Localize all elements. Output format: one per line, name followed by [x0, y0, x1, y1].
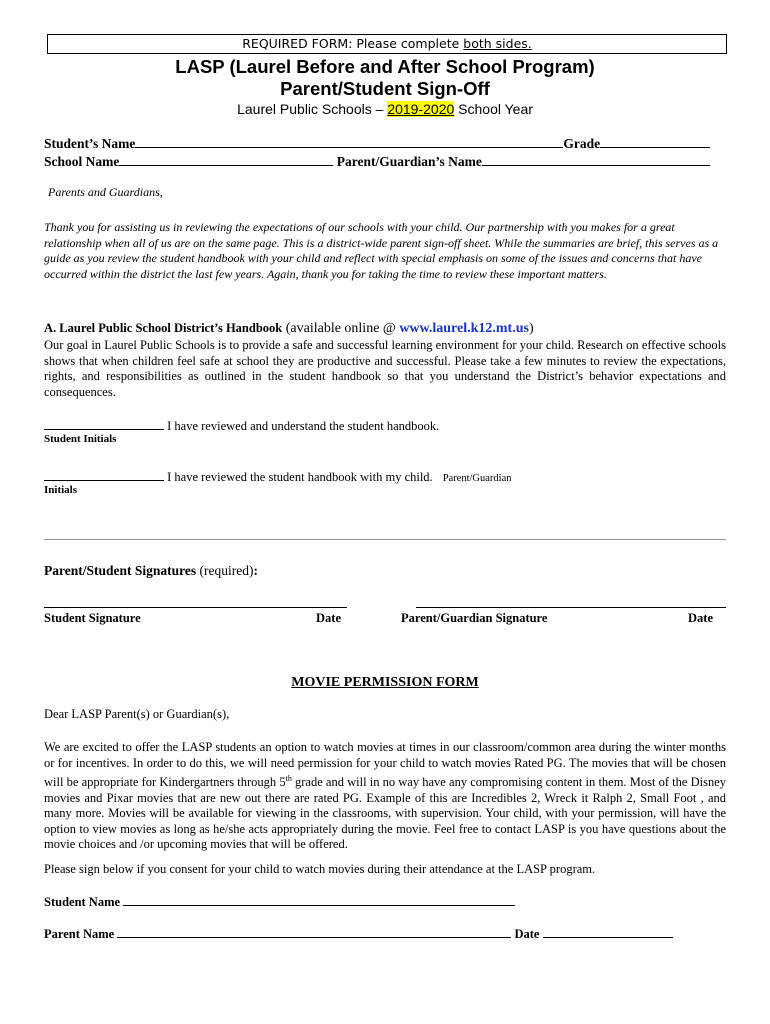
movie-body-sup: th — [285, 774, 292, 783]
movie-salutation: Dear LASP Parent(s) or Guardian(s), — [44, 707, 230, 721]
student-name-row — [44, 135, 710, 152]
movie-form-title: MOVIE PERMISSION FORM — [291, 675, 479, 690]
student-initials-label: Student Initials — [44, 433, 117, 445]
student-signature-label: Student Signature — [44, 611, 141, 625]
movie-parent-name-label: Parent Name — [44, 927, 115, 941]
guardian-name-label: Parent/Guardian’s Name — [336, 154, 482, 169]
form-subtitle: Parent/Student Sign-Off — [280, 78, 490, 99]
ack1-text: I have reviewed and understand the student handbook. — [164, 419, 440, 433]
movie-parent-name-field[interactable] — [117, 926, 511, 938]
handbook-link[interactable]: www.laurel.k12.mt.us — [399, 321, 529, 336]
movie-date-label: Date — [514, 927, 540, 941]
guardian-initials-label: Initials — [44, 484, 78, 496]
school-name-field[interactable] — [119, 153, 333, 166]
guardian-name-field[interactable] — [482, 153, 710, 166]
school-year-highlight: 2019-2020 — [387, 101, 455, 117]
signatures-colon: : — [253, 563, 258, 578]
student-signature-line[interactable] — [44, 607, 347, 608]
movie-body — [44, 740, 726, 853]
movie-date-field[interactable] — [543, 926, 673, 938]
school-year-line — [0, 100, 770, 118]
banner-emphasis: both sides. — [463, 36, 532, 51]
movie-body-part2: grade and will in no way have any compromising content in them. Most of the Disney movies and Pixar movies that are new out there are rated PG. Example of this are Incredibles 2, Wreck it Ralph 2, Small Foot , and many more. Movies will be available for viewing in the classrooms, with supervision. Your child, with your permission, will have the option to view movies as long as he/she acts appropriately during the movie. Feel free to contact LASP is you have questions about the movie choices and /or upcoming movies that will be offered. — [44, 775, 727, 852]
ack2-role: Parent/Guardian — [442, 473, 512, 484]
movie-body-part1: We are excited to offer the LASP students an option to watch movies at times in our classroom/common area during the winter months or for incentives. In order to do this, we will need permission for your child to watch movies Rated PG. The movies that will be chosen will be appropriate for Kindergartners through 5 — [44, 740, 726, 790]
banner-prefix: REQUIRED FORM: Please complete — [242, 36, 464, 51]
section-a-heading: A. Laurel Public School District’s Handbook — [44, 321, 283, 335]
guardian-date-label: Date — [688, 611, 713, 625]
school-line-prefix: Laurel Public Schools – — [237, 101, 388, 117]
school-name-label: School Name — [44, 154, 120, 169]
movie-consent: Please sign below if you consent for your child to watch movies during their attendance at the LASP program. — [44, 862, 596, 876]
movie-form-title-wrap — [0, 675, 770, 691]
ack1-row — [44, 418, 439, 434]
movie-student-name-field[interactable] — [123, 894, 515, 906]
guardian-initials-field[interactable] — [44, 469, 164, 481]
signatures-required: (required) — [196, 563, 254, 578]
intro-body: Thank you for assisting us in reviewing the expectations of our schools with your child. Our partnership with you makes for a great relationship when all of us are on the same page. This is a district-wide parent sign-off sheet. While the summaries are brief, this serves as a guide as you review the student handbook with your child and reflect with special emphasis on some of the issues and concerns that have occurred within the district the last few years. Again, thank you for taking the time to review these important matters. — [44, 220, 719, 281]
school-name-row — [44, 153, 710, 170]
form-title: LASP (Laurel Before and After School Program) — [175, 56, 595, 77]
guardian-signature-line[interactable] — [416, 607, 726, 608]
movie-student-name-label: Student Name — [44, 895, 121, 909]
school-line-suffix: School Year — [454, 101, 533, 117]
grade-field[interactable] — [600, 135, 710, 148]
signatures-heading-row — [44, 562, 258, 579]
student-initials-field[interactable] — [44, 418, 164, 430]
required-form-banner — [47, 34, 727, 54]
section-a-heading-row — [44, 320, 534, 337]
grade-label: Grade — [563, 136, 601, 151]
section-a-body: Our goal in Laurel Public Schools is to provide a safe and successful learning environment for your child. Research on effective schools shows that when children feel safe at school they are productive and successful. Please take a few minutes to review the expectations, rights, and responsibilities as outlined in the student handbook so that you understand the District’s behavior expectations and consequences. — [44, 338, 726, 399]
available-prefix: (available online @ — [282, 321, 400, 336]
movie-parent-name-row — [44, 926, 673, 942]
signatures-heading: Parent/Student Signatures — [44, 563, 197, 578]
available-suffix: ) — [528, 321, 534, 336]
student-name-label: Student’s Name — [44, 136, 136, 151]
movie-student-name-row — [44, 894, 515, 910]
section-divider — [44, 539, 726, 540]
ack2-row — [44, 469, 512, 486]
student-date-label: Date — [316, 611, 341, 625]
intro-salutation: Parents and Guardians, — [48, 185, 163, 199]
student-name-field[interactable] — [135, 135, 563, 148]
ack2-text: I have reviewed the student handbook with my child. — [164, 470, 433, 484]
guardian-signature-label: Parent/Guardian Signature — [401, 611, 548, 625]
